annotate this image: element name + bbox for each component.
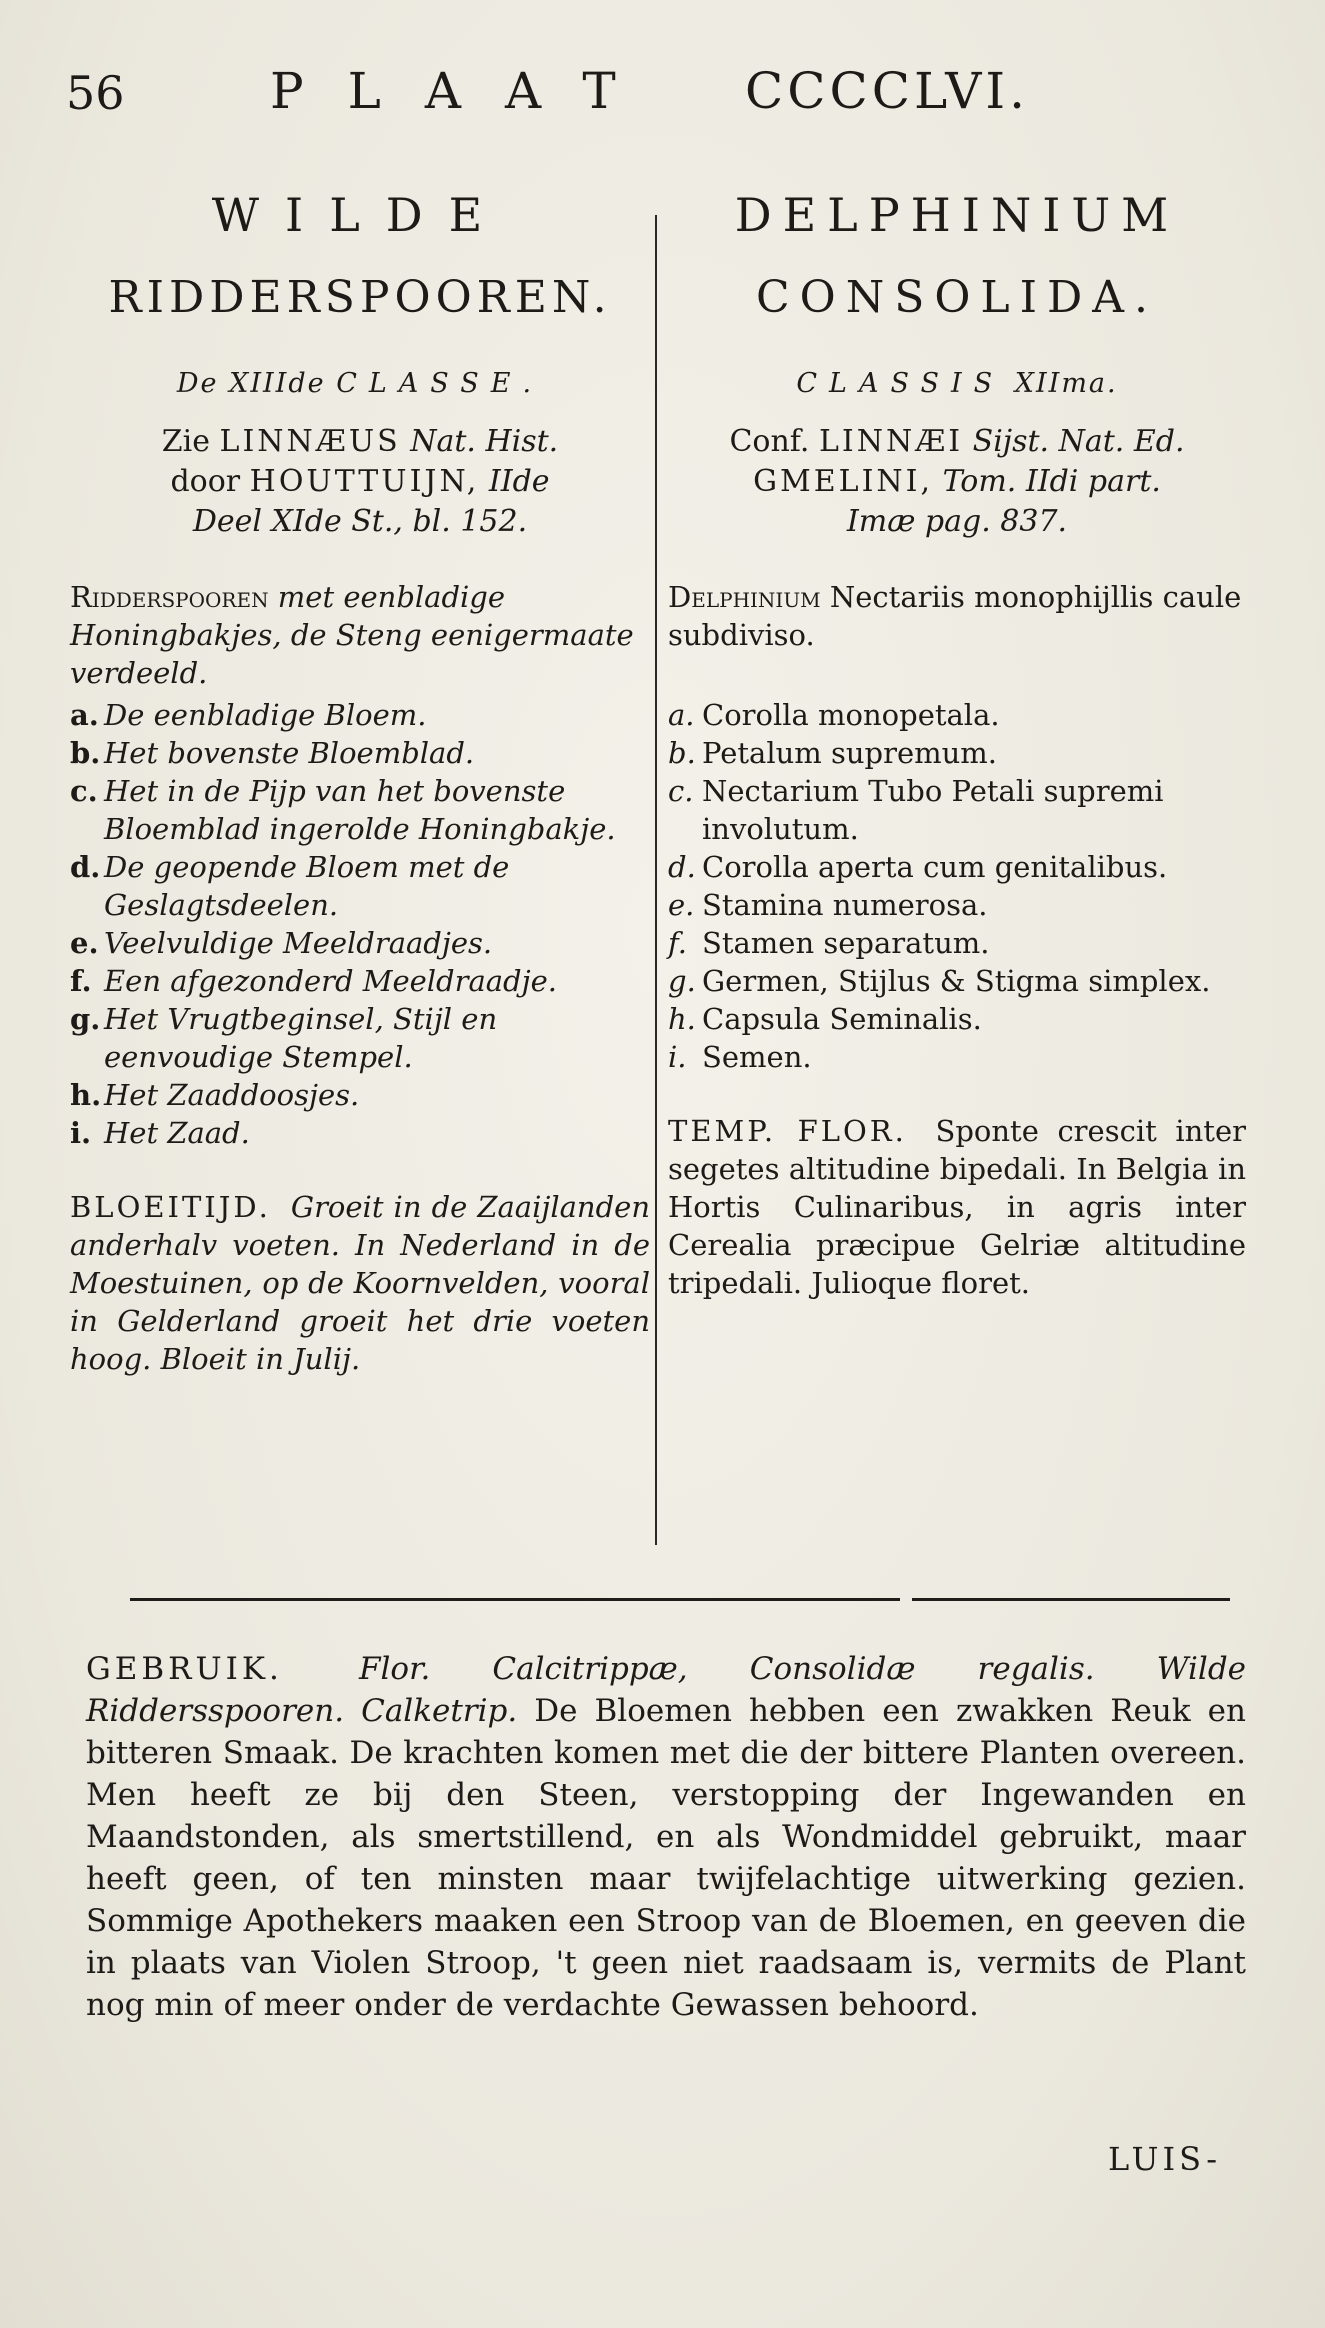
latin-description — [668, 578, 1246, 696]
figure-item-letter: f. — [70, 964, 92, 998]
figure-item — [70, 1076, 650, 1114]
figure-item-text: Petalum supremum. — [702, 736, 998, 770]
figure-item-text: Germen, Stijlus & Stigma simplex. — [702, 964, 1211, 998]
figure-item-text: Het in de Pijp van het bovenste Bloemblad ingerolde Honingbakje. — [104, 774, 616, 846]
dutch-ref-zie: Zie — [161, 424, 210, 459]
figure-item-letter: d. — [668, 850, 696, 884]
dutch-title-line1: WILDE — [211, 188, 509, 242]
dutch-ref-linnaeus: LINNÆUS — [219, 424, 401, 459]
usage-label: GEBRUIK. — [86, 1651, 283, 1687]
dutch-ref-line3: Deel XIde St., bl. 152. — [192, 504, 528, 539]
dutch-flowering-text: Groeit in de Zaaijlanden anderhalv voeten. In Nederland in de Moestuinen, op de Koornvelden, vooral in Gelderland groeit het drie voeten hoog. Bloeit in Julij. — [70, 1190, 651, 1376]
column-divider — [655, 215, 657, 1545]
figure-item — [668, 772, 1246, 848]
figure-item-text: Stamen separatum. — [702, 926, 990, 960]
figure-item-text: Corolla aperta cum genitalibus. — [702, 850, 1168, 884]
figure-item — [668, 1000, 1246, 1038]
figure-item — [668, 734, 1246, 772]
figure-item-letter: e. — [668, 888, 695, 922]
plate-word: PLAAT — [270, 62, 660, 120]
figure-item — [668, 962, 1246, 1000]
latin-figure-list — [668, 696, 1246, 1076]
usage-body: De Bloemen hebben een zwakken Reuk en bitteren Smaak. De krachten komen met die der bittere Planten overeen. Men heeft ze bij den Steen, verstopping der Ingewanden en Maandstonden, als smertstillend, en als Wondmiddel gebruikt, maar heeft geen, of ten minsten maar twijfelachtige uitwerking gezien. Sommige Apothekers maaken een Stroop van de Bloemen, en geeven die in plaats van Violen Stroop, 't geen niet raadsaam is, vermits de Plant nog min of meer onder de verdachte Gewassen behoord. — [86, 1693, 1246, 2023]
running-head — [0, 58, 1325, 128]
figure-item-text: Het bovenste Bloemblad. — [104, 736, 475, 770]
page-number: 56 — [66, 66, 125, 120]
figure-item-text: Het Zaad. — [104, 1116, 250, 1150]
figure-item-letter: f. — [668, 926, 687, 960]
latin-flowering-label: TEMP. FLOR. — [668, 1114, 907, 1148]
figure-item-text: Het Zaaddoosjes. — [104, 1078, 360, 1112]
latin-ref-syst: Sijst. Nat. Ed. — [972, 424, 1185, 459]
figure-item-text: Het Vrugtbeginsel, Stijl en eenvoudige Stempel. — [104, 1002, 498, 1074]
latin-ref-tom: Tom. IIdi part. — [942, 464, 1161, 499]
figure-item-text: Semen. — [702, 1040, 812, 1074]
latin-class-heading — [668, 346, 1246, 422]
figure-item-letter: c. — [70, 774, 98, 808]
catchword: LUIS- — [1108, 2140, 1222, 2178]
latin-title-line2: CONSOLIDA. — [755, 272, 1159, 323]
latin-ref-line3: Imæ pag. 837. — [846, 504, 1068, 539]
figure-item-text: De geopende Bloem met de Geslagtsdeelen. — [104, 850, 510, 922]
section-rule-left — [130, 1598, 900, 1601]
figure-item-text: Corolla monopetala. — [702, 698, 1000, 732]
figure-item — [668, 848, 1246, 886]
dutch-description-lead: Ridderspooren — [70, 580, 269, 614]
figure-item-letter: h. — [668, 1002, 696, 1036]
latin-reference — [668, 422, 1246, 572]
latin-flowering-text: Sponte crescit inter segetes altitudine bipedali. In Belgia in Hortis Culinaribus, in agris inter Cerealia præcipue Gelriæ altitudine tripedali. Julioque floret. — [668, 1114, 1246, 1300]
latin-ref-gmelini: GMELINI, — [753, 464, 934, 499]
figure-item-letter: g. — [668, 964, 696, 998]
figure-item-letter: b. — [668, 736, 696, 770]
latin-ref-linnaei: LINNÆI — [818, 424, 964, 459]
latin-title-line1: DELPHINIUM — [734, 188, 1180, 242]
figure-item — [70, 924, 650, 962]
dutch-ref-houttuijn: HOUTTUIJN, — [249, 464, 480, 499]
latin-description-text: Nectariis monophijllis caule subdiviso. — [668, 580, 1242, 652]
dutch-class-prefix: De XIIIde — [176, 368, 326, 399]
figure-item-letter: e. — [70, 926, 99, 960]
figure-item-letter: d. — [70, 850, 101, 884]
figure-item-letter: i. — [668, 1040, 687, 1074]
latin-class-word: CLASSIS — [796, 368, 1005, 399]
section-rule-right — [912, 1598, 1230, 1601]
figure-item — [70, 1114, 650, 1152]
figure-item-text: Veelvuldige Meeldraadjes. — [104, 926, 493, 960]
latin-class-suffix: XIIma. — [1014, 368, 1118, 399]
figure-item-letter: b. — [70, 736, 101, 770]
latin-ref-conf: Conf. — [729, 424, 810, 459]
figure-item — [70, 962, 650, 1000]
figure-item — [70, 1000, 650, 1076]
dutch-ref-nat-hist: Nat. Hist. — [410, 424, 559, 459]
dutch-ref-iide: IIde — [488, 464, 550, 499]
figure-item — [70, 734, 650, 772]
latin-description-lead: Delphinium — [668, 580, 821, 614]
figure-item — [668, 924, 1246, 962]
dutch-flowering — [70, 1188, 650, 1378]
figure-item-letter: i. — [70, 1116, 92, 1150]
dutch-class-heading — [70, 346, 650, 422]
latin-flowering — [668, 1112, 1246, 1302]
figure-item — [668, 1038, 1246, 1076]
figure-item-letter: a. — [668, 698, 695, 732]
dutch-figure-list — [70, 696, 650, 1152]
dutch-reference — [70, 422, 650, 572]
figure-item-letter: g. — [70, 1002, 101, 1036]
figure-item — [70, 772, 650, 848]
dutch-ref-door: door — [170, 464, 241, 499]
dutch-column — [70, 180, 650, 1378]
dutch-flowering-label: BLOEITIJD. — [70, 1190, 271, 1224]
figure-item — [70, 696, 650, 734]
figure-item-letter: h. — [70, 1078, 102, 1112]
plate-number: CCCCLVI. — [745, 62, 1030, 120]
dutch-description — [70, 578, 650, 696]
figure-item-text: De eenbladige Bloem. — [104, 698, 427, 732]
dutch-title-line2: RIDDERSPOOREN. — [108, 272, 612, 323]
figure-item — [70, 848, 650, 924]
latin-column — [668, 180, 1246, 1302]
figure-item-text: Een afgezonderd Meeldraadje. — [104, 964, 557, 998]
figure-item-letter: c. — [668, 774, 694, 808]
dutch-description-text: met eenbladige Honingbakjes, de Steng eenigermaate verdeeld. — [70, 580, 634, 690]
figure-item-text: Nectarium Tubo Petali supremi involutum. — [702, 774, 1164, 846]
figure-item-letter: a. — [70, 698, 99, 732]
figure-item — [668, 886, 1246, 924]
usage-paragraph — [86, 1648, 1246, 2026]
usage-synonyms: Flor. Calcitrippæ, Consolidæ regalis. Wilde Riddersspooren. Calketrip. — [86, 1651, 1247, 1729]
figure-item-text: Capsula Seminalis. — [702, 1002, 982, 1036]
figure-item — [668, 696, 1246, 734]
dutch-class-word: CLASSE. — [336, 368, 544, 399]
figure-item-text: Stamina numerosa. — [702, 888, 988, 922]
